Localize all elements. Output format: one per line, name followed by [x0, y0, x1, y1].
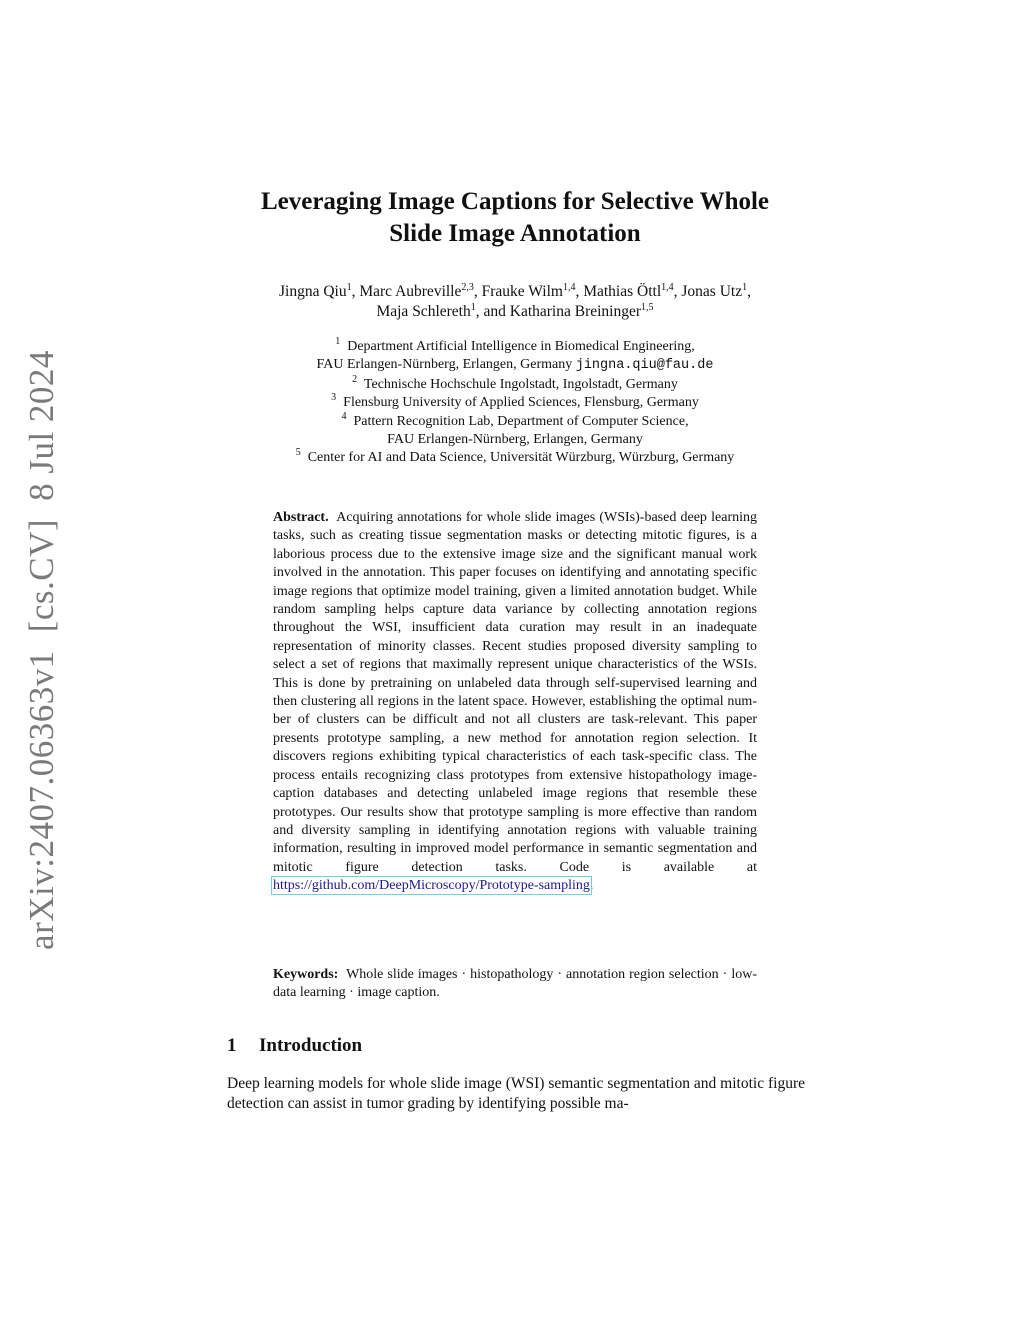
affiliation-2: $^2$ Technische Hochschule Ingolstadt, Ingolstadt, Germany — [352, 373, 678, 392]
affiliation-5: $^5$ Center for AI and Data Science, Universität Würzburg, Würzburg, Germany — [295, 447, 735, 466]
author-separator: , — [673, 283, 682, 300]
author-line-2 — [200, 302, 830, 322]
abstract — [273, 509, 757, 896]
abstract-text: Acquiring annotations for whole slide images (WSIs)-based deep learning tasks, such as creating tissue segmentation masks or detecting mitotic figures, is a laborious process due to the extensive image size and the significant manual work involved in the annotation. This paper focuses on identifying and annotating specific image regions that optimize model training, given a limited annotation budget. While random sampling helps capture data variance by collecting annotation regions throughout the WSI, insufficient data curation may result in an inadequate representation of minority classes. Recent studies proposed diversity sampling to select a set of regions that maximally represent unique characteristics of the WSIs. This is done by pretraining on unlabeled data through self-supervised learning and then clustering all regions in the latent space. However, establishing the optimal number of clusters can be difficult and not all clusters are task-relevant. This paper presents prototype sampling, a new method for annotation region selection. It discovers regions exhibiting typical characteristics of each task-specific class. The process entails recognizing class prototypes from extensive histopathology image-caption databases and detecting unlabeled image regions that resemble these prototypes. Our results show that prototype sampling is more effective than random and diversity sampling in identifying annotation regions with valuable training information, resulting in improved model performance in semantic segmentation and mitotic figure detection tasks. Code is available at — [273, 510, 757, 875]
affiliation-1: $^1$ Department Artificial Intelligence in Biomedical Engineering, — [335, 336, 695, 354]
author-name: Jonas Utz — [681, 283, 743, 300]
affiliation-list — [200, 338, 830, 468]
author-line-1 — [200, 282, 830, 302]
author-affiliation-mark: 1,4 — [562, 282, 576, 293]
author-affiliation-mark: 1 — [742, 282, 748, 293]
author-affiliation-mark: 1 — [470, 302, 476, 313]
author-list — [200, 282, 830, 322]
keywords-label: Keywords: — [273, 967, 339, 982]
affiliation-number: 3 — [331, 392, 337, 404]
paper-title-line-1: Leveraging Image Captions for Selective Whole — [260, 188, 770, 215]
contact-email[interactable]: jingna.qiu@fau.de — [575, 358, 714, 374]
affiliation-4-continued: FAU Erlangen-Nürnberg, Erlangen, Germany — [387, 432, 643, 448]
affiliation-number: 4 — [341, 410, 347, 422]
author-affiliation-mark: 1,4 — [661, 282, 674, 293]
introduction-paragraph: Deep learning models for whole slide image (WSI) semantic segmentation and mitotic figure detection can assist in tumor grading by identifying possible ma- — [227, 1075, 805, 1112]
affiliation-number: 1 — [335, 336, 341, 347]
affiliation-number: 2 — [352, 373, 358, 385]
affiliation-number: 5 — [295, 447, 301, 459]
paper-title-line-2: Slide Image Annotation — [389, 220, 641, 247]
author-affiliation-mark: 2,3 — [461, 282, 474, 293]
author-name: Jingna Qiu — [279, 283, 347, 300]
paper-title — [200, 186, 830, 250]
author-separator: , — [575, 283, 584, 300]
author-affiliation-mark: 1 — [346, 282, 352, 293]
code-repository-link[interactable]: https://github.com/DeepMicroscopy/Prototype-sampling — [273, 878, 590, 894]
section-heading — [227, 1034, 362, 1058]
keywords-text: Whole slide images · histopathology · annotation region selection · low-data learning · image caption. — [273, 967, 757, 1001]
author-name: Mathias Öttl — [583, 283, 662, 300]
author-name: Marc Aubreville — [359, 283, 462, 300]
author-separator: , — [473, 283, 482, 300]
arxiv-id: arXiv:2407.06363v1 — [22, 650, 61, 950]
affiliation-4: $^4$ Pattern Recognition Lab, Department of Computer Science, — [341, 410, 689, 429]
arxiv-category: [cs.CV] — [22, 518, 61, 633]
section-number: 1 — [227, 1035, 237, 1056]
author-name: Frauke Wilm — [481, 283, 563, 300]
affiliation-3: $^3$ Flensburg University of Applied Sciences, Flensburg, Germany — [331, 392, 699, 411]
keywords — [273, 966, 757, 1003]
arxiv-date: 8 Jul 2024 — [22, 350, 61, 501]
author-separator: , — [747, 283, 751, 300]
author-name: Maja Schlereth — [376, 303, 471, 320]
author-name: Katharina Breininger — [509, 303, 642, 320]
abstract-end: . — [589, 878, 594, 894]
author-separator: , — [351, 283, 360, 300]
affiliation-1-continued: FAU Erlangen-Nürnberg, Erlangen, Germany jingna.qiu@fau.de — [316, 357, 714, 374]
author-affiliation-mark: 1,5 — [641, 302, 654, 313]
abstract-label: Abstract. — [273, 510, 329, 525]
arxiv-identifier-stamp — [22, 350, 62, 950]
author-separator: , and — [475, 303, 510, 320]
section-title: Introduction — [259, 1035, 363, 1056]
